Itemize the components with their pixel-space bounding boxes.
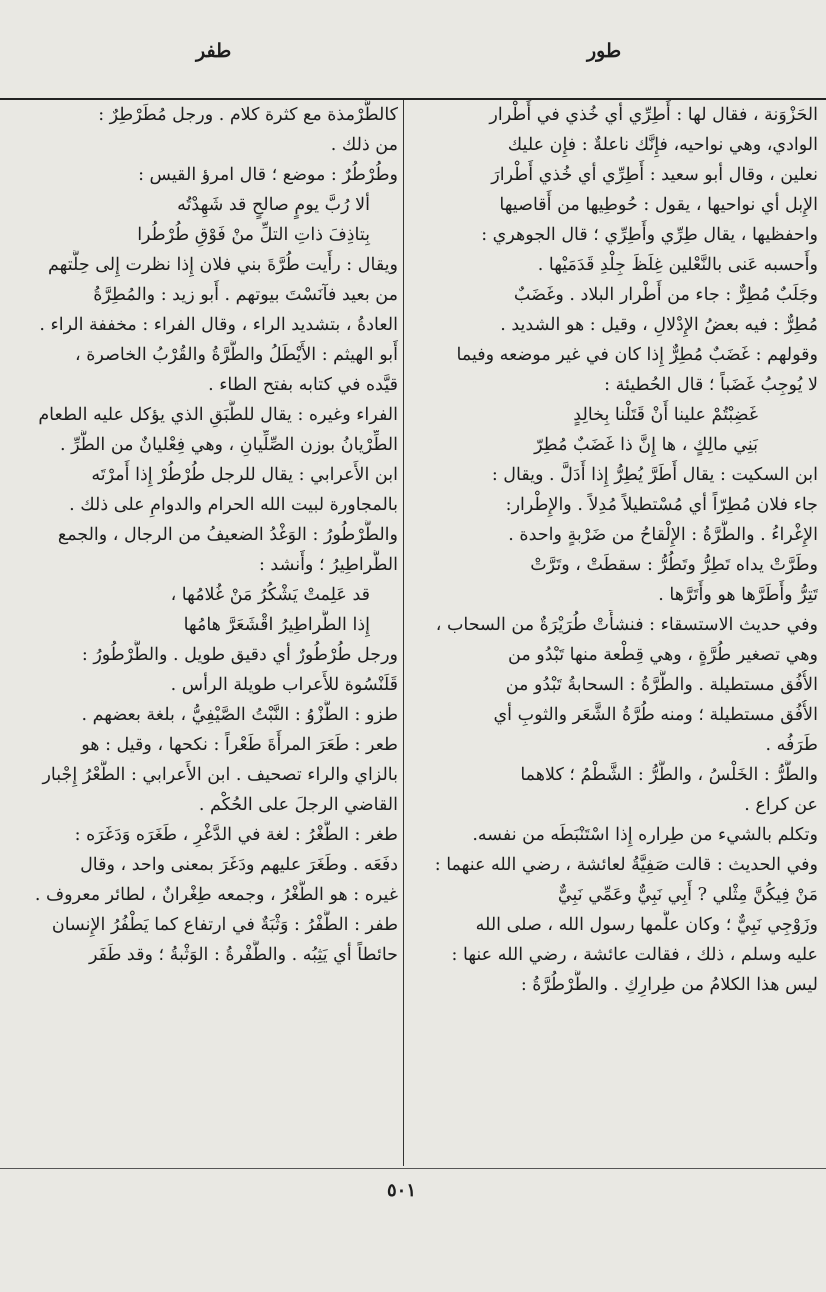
text-line: طعر : طَعَرَ المرأَةَ طَعْراً : نكحها ، وقيل : هو bbox=[81, 735, 398, 755]
left-running-headword: طفر bbox=[196, 40, 232, 62]
text-line: والطَّرُّ : الخَلْسُ ، والطَّرُّ : الشَّطْمُ ؛ كلاهما bbox=[520, 765, 818, 785]
text-line: ابن السكيت : يقال أَطَرَّ يُطِرُّ إِذا أَدَلَّ . ويقال : bbox=[491, 465, 818, 485]
text-line: من بعيد فآنَسْتَ بيوتهم . أَبو زيد : والمُطِرَّةُ bbox=[93, 285, 398, 305]
text-line: قيَّده في كتابه بفتح الطاء . bbox=[208, 375, 398, 395]
text-line: بالمجاورة لبيت الله الحرام والدوامِ على ذلك . bbox=[69, 495, 398, 515]
text-line: مُطِرٌّ : فيه بعضُ الإِدْلالِ ، وقيل : هو الشديد . bbox=[500, 315, 818, 335]
text-line: طغر : الطَّغْرُ : لغة في الدَّغْرِ ، طَغَرَه وَدَغَرَه : bbox=[74, 825, 398, 845]
text-line: والطُّرْطُورُ : الوَغْدُ الضعيفُ من الرجال ، والجمع bbox=[57, 525, 398, 545]
text-line: طَرَفُه . bbox=[765, 735, 818, 755]
text-line: الوادي، وهي نواحيه، فإِنَّك ناعلةٌ : فإِن عليك bbox=[507, 135, 818, 155]
text-line: عن كراع . bbox=[744, 795, 818, 815]
verse-line: إِذا الطَّراطِيرُ اقْشَعَرَّ هامُها bbox=[183, 615, 370, 635]
text-line: حائطاً أي يَثِبُه . والطَّفْرةُ : الوَثْبةُ ؛ وقد طَفَر bbox=[88, 945, 398, 965]
text-line: وتكلم بالشيء من طِراره إِذا اسْتَنْبَطَه من نفسه. bbox=[472, 825, 818, 845]
text-line: الحَزْوَنة ، فقال لها : أَطِرِّي أي خُذي في أَطْرار bbox=[489, 105, 818, 125]
text-line: ورجل طُرْطُورٌ أي دقيق طويل . والطُّرْطُورُ : bbox=[81, 645, 398, 665]
text-line: الأُفُق مستطيلة ؛ ومنه طُرَّةُ الشَّعَر والثوبِ أي bbox=[493, 705, 818, 725]
text-line: دفَعَه . وطَغَرَ عليهم ودَغَرَ بمعنى واحد ، وقال bbox=[80, 855, 398, 875]
text-line: الطِّرْيانُ بوزن الصِّلِّيانِ ، وهي فِعْليانٌ من الطَّرِّ . bbox=[59, 435, 398, 455]
text-line: وفي الحديث : قالت صَفِيَّةُ لعائشة ، رضي الله عنهما : bbox=[434, 855, 818, 875]
text-line: مَنْ فِيكُنَّ مِثْلي ? أَبِي نَبِيٌّ وعَمِّي نَبِيٌّ bbox=[557, 885, 818, 905]
text-line: بالزاي والراء تصحيف . ابن الأَعرابي : الطَّعْرُ إِجْبار bbox=[42, 765, 398, 785]
verse-line: بِتاذِفَ ذاتِ التلِّ منْ فَوْقِ طُرْطُرا bbox=[137, 225, 370, 245]
text-line: الفراء وغيره : يقال للطَّبَقِ الذي يؤكل عليه الطعام bbox=[38, 405, 398, 425]
text-line: الطَّراطِيرُ ؛ وأَنشد : bbox=[258, 555, 398, 575]
text-line: أَبو الهيثم : الأَيْطَلُ والطُّرَّةُ والقُرْبُ الخاصرة ، bbox=[74, 345, 398, 365]
text-line: عليه وسلم ، ذلك ، فقالت عائشة ، رضي الله عنها : bbox=[451, 945, 818, 965]
text-line: ويقال : رأَيت طُرَّةَ بني فلان إِذا نظرت إِلى حِلَّتهم bbox=[48, 255, 398, 275]
text-line: قَلَنْسُوة للأَعراب طويلة الرأس . bbox=[170, 675, 398, 695]
verse-line: ألا رُبَّ يومٍ صالحٍ قد شَهِدْتُه bbox=[177, 195, 370, 215]
text-line: العادةُ ، بتشديد الراء ، وقال الفراء : مخففة الراء . bbox=[39, 315, 398, 335]
text-line: وفي حديث الاستسقاء : فنشأَتْ طُرَيْرَةٌ من السحاب ، bbox=[435, 615, 818, 635]
text-line: واحفظيها ، يقال طِرِّي وأَطِرِّي ؛ قال الجوهري : bbox=[481, 225, 818, 245]
verse-line: غَضِبْتُمْ علينا أَنْ قَتَلْنا بِخالِدٍ bbox=[573, 405, 758, 425]
text-line: وهي تصغير طُرَّةٍ ، وهي قِطْعة منها تَبْدُو من bbox=[508, 645, 818, 665]
text-line: وأَحسبه عَنى بالنَّعْلين غِلَظَ جِلْدِ قَدَمَيْها . bbox=[537, 255, 818, 275]
text-line: الإِغْراءُ . والطَّرَّةُ : الإِلْقاحُ من ضَرْبةٍ واحدة . bbox=[508, 525, 818, 545]
text-line: الأُفُق مستطيلة . والطُّرَّةُ : السحابةُ تَبْدُو من bbox=[505, 675, 818, 695]
text-line: ابن الأَعرابي : يقال للرجل طُرْطُرْ إِذا أَمرْتَه bbox=[91, 465, 398, 485]
text-line: لا يُوجِبُ غَضَباً ؛ قال الحُطيئة : bbox=[604, 375, 818, 395]
text-line: جاء فلان مُطِرّاً أي مُسْتطيلاً مُدِلاً . والإِطْرار: bbox=[505, 495, 818, 515]
text-line: من ذلك . bbox=[330, 135, 398, 155]
right-column bbox=[410, 100, 818, 1166]
text-line: وزَوْجِي نَبِيٌّ ؛ وكان علَّمها رسول الله ، صلى الله bbox=[475, 915, 818, 935]
text-line: وجَلَبٌ مُطِرٌّ : جاء من أَطْرار البلاد . وغَضَبٌ bbox=[513, 285, 818, 305]
text-line: وطَرَّتْ يداه تَطِرُّ وتَطُرُّ : سقطَتْ ، وتَرَّتْ bbox=[530, 555, 818, 575]
column-divider bbox=[403, 100, 404, 1166]
right-running-headword: طور bbox=[587, 40, 622, 62]
text-line: غيره : هو الطُّغْرُ ، وجمعه طِغْرانٌ ، لطائر معروف . bbox=[34, 885, 398, 905]
text-line: وقولهم : غَضَبٌ مُطِرٌّ إِذا كان في غير موضعه وفيما bbox=[456, 345, 818, 365]
text-line: طزو : الطَّزْوُ : النَّبْتُ الصَّيْفِيُّ ، بلغة بعضهم . bbox=[81, 705, 398, 725]
text-line: كالطُّرْمذة مع كثرة كلام . ورجل مُطَرْطِرٌ : bbox=[98, 105, 398, 125]
text-line: الإِبل أي نواحيها ، يقول : حُوطِيها من أَقاصيها bbox=[499, 195, 818, 215]
text-line: القاضي الرجلَ على الحُكْم . bbox=[198, 795, 398, 815]
text-line: وطُرْطُرٌ : موضع ؛ قال امرؤ القيس : bbox=[138, 165, 398, 185]
footer-rule bbox=[0, 1168, 826, 1169]
text-line: ليس هذا الكلامُ من طِرارِكِ . والطُّرْطُرَّةُ : bbox=[520, 975, 818, 995]
text-line: نعلين ، وقال أبو سعيد : أَطِرِّي أي خُذي أَطْرارَ bbox=[491, 165, 818, 185]
left-column bbox=[0, 100, 398, 1166]
text-line: طفر : الطَّفْرُ : وَثْبَةٌ في ارتفاع كما يَطْفُرُ الإِنسان bbox=[51, 915, 398, 935]
page-number: ٥٠١ bbox=[387, 1180, 417, 1201]
text-line: تَتِرُّ وأَطَرَّها هو وأَتَرَّها . bbox=[658, 585, 818, 605]
verse-line: بَنِي مالِكٍ ، ها إِنَّ ذا غَضَبٌ مُطِرّ bbox=[534, 435, 758, 455]
verse-line: قد عَلِمتْ يَشْكُرُ مَنْ غُلامُها ، bbox=[170, 585, 370, 605]
